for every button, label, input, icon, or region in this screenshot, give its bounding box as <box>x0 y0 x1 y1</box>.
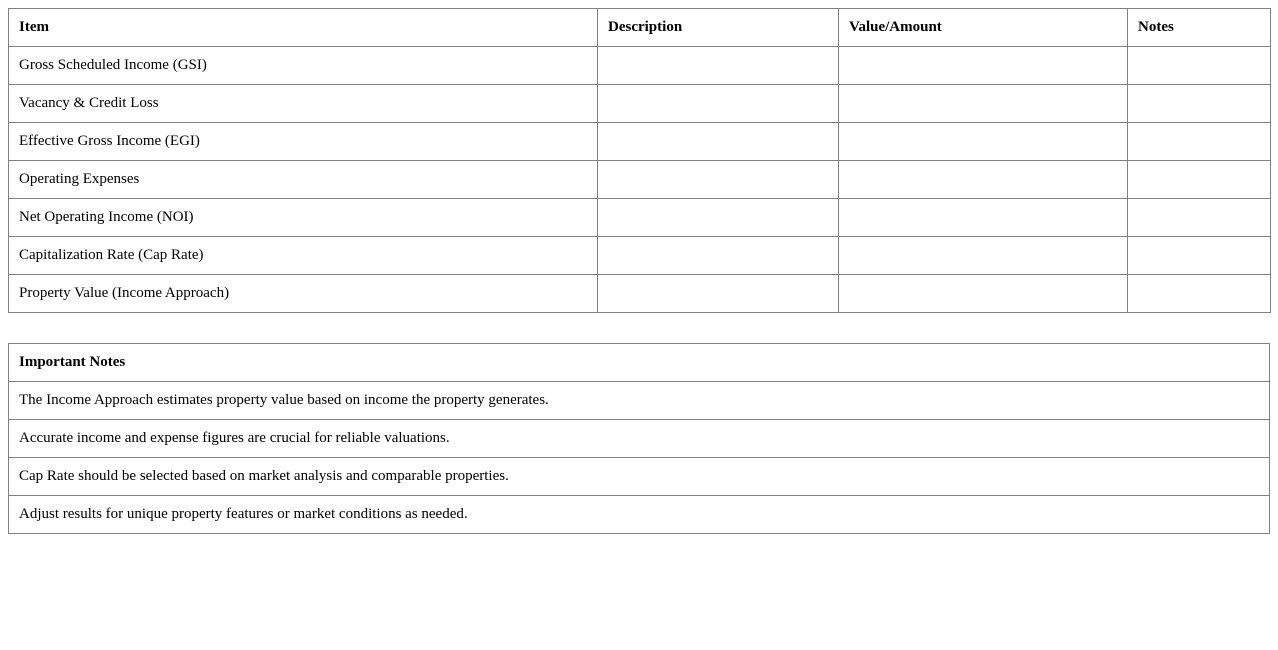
note-text: Cap Rate should be selected based on market analysis and comparable properties. <box>9 458 1270 496</box>
table-row-operating-expenses <box>9 161 1271 199</box>
income-approach-table <box>8 8 1271 313</box>
notes-header-row <box>9 344 1270 382</box>
note-row <box>9 382 1270 420</box>
note-text: Adjust results for unique property features or market conditions as needed. <box>9 496 1270 534</box>
item-cell: Capitalization Rate (Cap Rate) <box>9 237 598 275</box>
item-cell: Gross Scheduled Income (GSI) <box>9 47 598 85</box>
description-cell[interactable] <box>598 85 839 123</box>
column-header-description: Description <box>598 9 839 47</box>
description-cell[interactable] <box>598 275 839 313</box>
description-cell[interactable] <box>598 237 839 275</box>
description-cell[interactable] <box>598 47 839 85</box>
item-cell: Effective Gross Income (EGI) <box>9 123 598 161</box>
value-amount-cell[interactable] <box>839 275 1128 313</box>
table-row-vacancy-credit-loss <box>9 85 1271 123</box>
item-cell: Vacancy & Credit Loss <box>9 85 598 123</box>
value-amount-cell[interactable] <box>839 237 1128 275</box>
item-cell: Property Value (Income Approach) <box>9 275 598 313</box>
table-row-property-value <box>9 275 1271 313</box>
description-cell[interactable] <box>598 161 839 199</box>
notes-cell[interactable] <box>1128 161 1271 199</box>
table-header-row <box>9 9 1271 47</box>
column-header-notes: Notes <box>1128 9 1271 47</box>
column-header-value-amount: Value/Amount <box>839 9 1128 47</box>
notes-cell[interactable] <box>1128 237 1271 275</box>
item-cell: Operating Expenses <box>9 161 598 199</box>
note-text: Accurate income and expense figures are crucial for reliable valuations. <box>9 420 1270 458</box>
description-cell[interactable] <box>598 123 839 161</box>
value-amount-cell[interactable] <box>839 47 1128 85</box>
table-row-noi <box>9 199 1271 237</box>
table-row-gsi <box>9 47 1271 85</box>
table-row-cap-rate <box>9 237 1271 275</box>
notes-cell[interactable] <box>1128 85 1271 123</box>
note-row <box>9 458 1270 496</box>
notes-cell[interactable] <box>1128 199 1271 237</box>
document-body <box>8 8 1270 534</box>
note-row <box>9 496 1270 534</box>
table-row-egi <box>9 123 1271 161</box>
value-amount-cell[interactable] <box>839 85 1128 123</box>
notes-cell[interactable] <box>1128 47 1271 85</box>
notes-cell[interactable] <box>1128 275 1271 313</box>
important-notes-table <box>8 343 1270 534</box>
notes-header: Important Notes <box>9 344 1270 382</box>
value-amount-cell[interactable] <box>839 123 1128 161</box>
description-cell[interactable] <box>598 199 839 237</box>
item-cell: Net Operating Income (NOI) <box>9 199 598 237</box>
notes-cell[interactable] <box>1128 123 1271 161</box>
value-amount-cell[interactable] <box>839 161 1128 199</box>
note-row <box>9 420 1270 458</box>
value-amount-cell[interactable] <box>839 199 1128 237</box>
note-text: The Income Approach estimates property value based on income the property generates. <box>9 382 1270 420</box>
column-header-item: Item <box>9 9 598 47</box>
